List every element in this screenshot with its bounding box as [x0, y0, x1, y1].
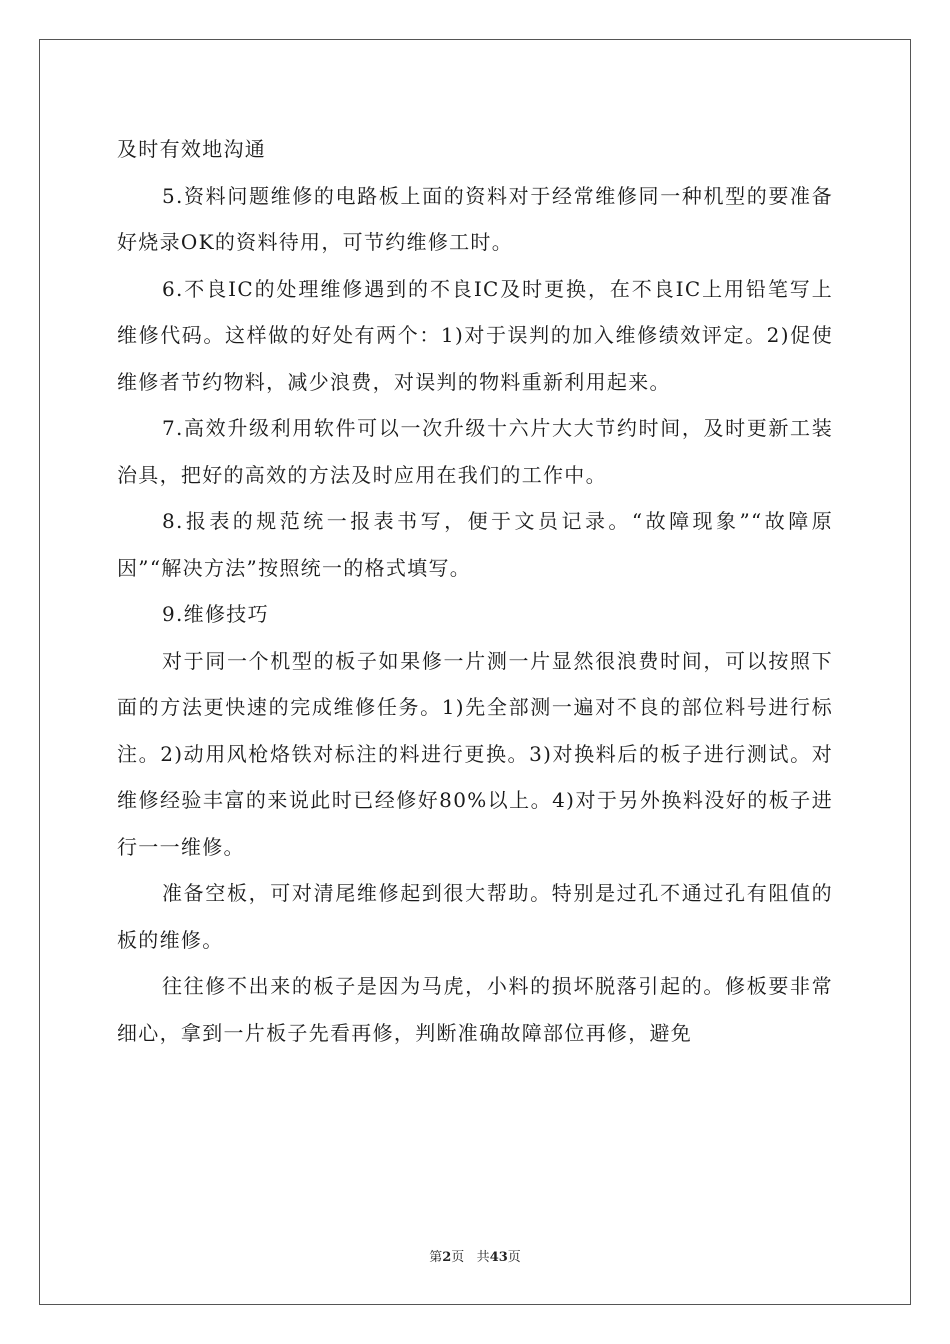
paragraph-3: 6.不良IC的处理维修遇到的不良IC及时更换，在不良IC上用铅笔写上维修代码。这样做的好处有两个：1)对于误判的加入维修绩效评定。2)促使维修者节约物料，减少浪费，对误判的物料重新利用起来。 — [117, 276, 833, 394]
paragraph-7: 对于同一个机型的板子如果修一片测一片显然很浪费时间，可以按照下面的方法更快速的完成维修任务。1)先全部测一遍对不良的部位料号进行标注。2)动用风枪烙铁对标注的料进行更换。3)对换料后的板子进行测试。对维修经验丰富的来说此时已经修好80%以上。4)对于另外换料没好的板子进行一一维修。 — [117, 648, 833, 859]
paragraph-1: 及时有效地沟通 — [117, 137, 267, 161]
total-page-count: 43 — [489, 1250, 508, 1265]
footer-prefix: 第 — [429, 1250, 443, 1265]
paragraph-5: 8.报表的规范统一报表书写，便于文员记录。“故障现象”“故障原因”“解决方法”按照统一的格式填写。 — [117, 509, 833, 580]
footer-page-suffix: 页 — [451, 1250, 465, 1265]
footer-total-suffix: 页 — [507, 1250, 521, 1265]
paragraph-8: 准备空板，可对清尾维修起到很大帮助。特别是过孔不通过孔有阻值的板的维修。 — [117, 881, 833, 952]
document-body — [117, 126, 833, 1056]
paragraph-2: 5.资料问题维修的电路板上面的资料对于经常维修同一种机型的要准备好烧录OK的资料待用，可节约维修工时。 — [117, 183, 833, 254]
footer-total-prefix: 共 — [476, 1250, 490, 1265]
current-page-number: 2 — [442, 1250, 452, 1265]
paragraph-9: 往往修不出来的板子是因为马虎，小料的损坏脱落引起的。修板要非常细心，拿到一片板子先看再修，判断准确故障部位再修，避免 — [117, 974, 833, 1045]
page-footer — [0, 1246, 950, 1265]
paragraph-4: 7.高效升级利用软件可以一次升级十六片大大节约时间，及时更新工装治具，把好的高效的方法及时应用在我们的工作中。 — [117, 416, 833, 487]
paragraph-6: 9.维修技巧 — [162, 602, 269, 626]
